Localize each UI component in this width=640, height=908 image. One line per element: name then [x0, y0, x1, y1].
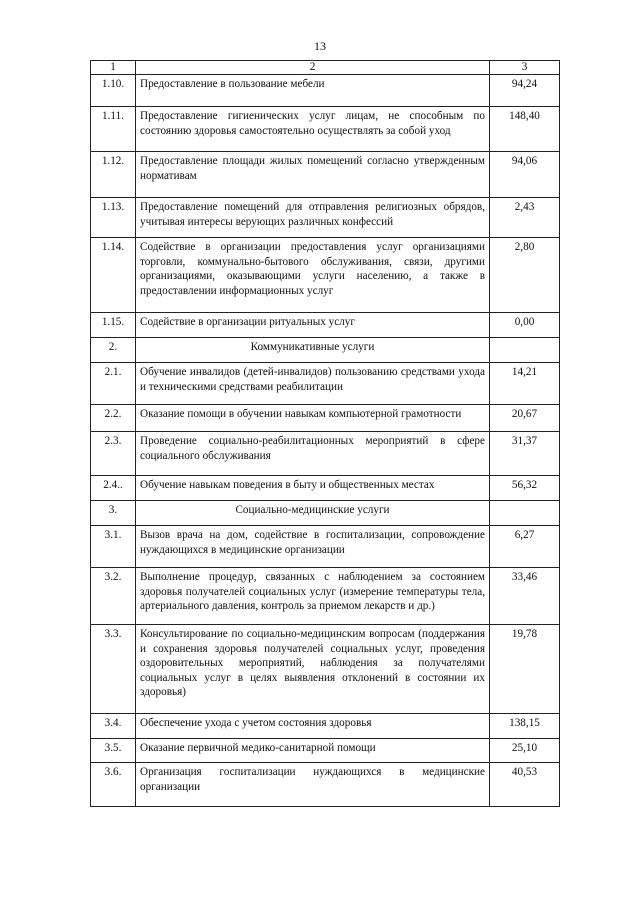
row-number: 3.6.: [91, 763, 136, 807]
page-number: 13: [314, 39, 326, 53]
table-row: [91, 107, 560, 152]
service-value: 33,46: [490, 568, 560, 625]
service-description: Содействие в организации предоставления услуг организациями торговли, коммунально-бытового обслуживания, связи, другими организациями, оказывающими услуги населению, а также в предоставлении информационных услуг: [136, 238, 490, 313]
table-row: [91, 714, 560, 739]
table-row: [91, 363, 560, 405]
service-value: 19,78: [490, 625, 560, 714]
row-number: 3.2.: [91, 568, 136, 625]
service-description: Предоставление помещений для отправления религиозных обрядов, учитывая интересы верующих различных конфессий: [136, 198, 490, 238]
service-value: 56,32: [490, 476, 560, 501]
row-number: 3.4.: [91, 714, 136, 739]
row-number: 1.13.: [91, 198, 136, 238]
service-description: Организация госпитализации нуждающихся в медицинские организации: [136, 763, 490, 807]
row-number: 3.5.: [91, 739, 136, 763]
service-value: 0,00: [490, 313, 560, 338]
table-row: [91, 198, 560, 238]
header-col-2: 2: [136, 61, 490, 75]
row-number: 1.11.: [91, 107, 136, 152]
service-description: Содействие в организации ритуальных услуг: [136, 313, 490, 338]
section-title: Коммуникативные услуги: [136, 338, 490, 363]
service-value: 138,15: [490, 714, 560, 739]
row-number: 1.12.: [91, 152, 136, 198]
row-number: 3.: [91, 501, 136, 526]
service-description: Обучение навыкам поведения в быту и общественных местах: [136, 476, 490, 501]
header-col-1: 1: [91, 61, 136, 75]
row-number: 2.4..: [91, 476, 136, 501]
table-row: [91, 625, 560, 714]
table-row: [91, 526, 560, 568]
service-value: 14,21: [490, 363, 560, 405]
service-value: 31,37: [490, 432, 560, 476]
section-row: [91, 501, 560, 526]
service-description: Оказание первичной медико-санитарной помощи: [136, 739, 490, 763]
service-description: Предоставление гигиенических услуг лицам, не способным по состоянию здоровья самостоятельно осуществлять за собой уход: [136, 107, 490, 152]
service-value: [490, 501, 560, 526]
table-row: [91, 739, 560, 763]
section-title: Социально-медицинские услуги: [136, 501, 490, 526]
row-number: 2.1.: [91, 363, 136, 405]
service-description: Проведение социально-реабилитационных мероприятий в сфере социального обслуживания: [136, 432, 490, 476]
table-row: [91, 405, 560, 432]
service-description: Оказание помощи в обучении навыкам компьютерной грамотности: [136, 405, 490, 432]
service-description: Вызов врача на дом, содействие в госпитализации, сопровождение нуждающихся в медицинские организации: [136, 526, 490, 568]
table-row: [91, 432, 560, 476]
header-col-3: 3: [490, 61, 560, 75]
service-value: 2,43: [490, 198, 560, 238]
service-description: Предоставление площади жилых помещений согласно утвержденным нормативам: [136, 152, 490, 198]
row-number: 2.: [91, 338, 136, 363]
row-number: 2.2.: [91, 405, 136, 432]
service-value: [490, 338, 560, 363]
section-row: [91, 338, 560, 363]
service-value: 148,40: [490, 107, 560, 152]
service-value: 40,53: [490, 763, 560, 807]
table-row: [91, 238, 560, 313]
row-number: 1.10.: [91, 75, 136, 107]
row-number: 1.15.: [91, 313, 136, 338]
service-value: 25,10: [490, 739, 560, 763]
row-number: 3.3.: [91, 625, 136, 714]
service-value: 2,80: [490, 238, 560, 313]
service-description: Предоставление в пользование мебели: [136, 75, 490, 107]
table-header-row: [91, 61, 560, 75]
table-row: [91, 75, 560, 107]
service-description: Выполнение процедур, связанных с наблюдением за состоянием здоровья получателей социальных услуг (измерение температуры тела, артериального давления, контроль за приемом лекарств и др.): [136, 568, 490, 625]
service-description: Консультирование по социально-медицинским вопросам (поддержания и сохранения здоровья получателей социальных услуг, проведения оздоровительных мероприятий, наблюдения за получателями социальных услуг в целях выявления отклонений в состоянии их здоровья): [136, 625, 490, 714]
service-value: 6,27: [490, 526, 560, 568]
services-table: [90, 60, 560, 807]
service-description: Обучение инвалидов (детей-инвалидов) пользованию средствами ухода и техническими средствами реабилитации: [136, 363, 490, 405]
service-value: 94,24: [490, 75, 560, 107]
row-number: 1.14.: [91, 238, 136, 313]
table-row: [91, 152, 560, 198]
table-row: [91, 568, 560, 625]
service-value: 20,67: [490, 405, 560, 432]
row-number: 3.1.: [91, 526, 136, 568]
service-description: Обеспечение ухода с учетом состояния здоровья: [136, 714, 490, 739]
table-row: [91, 763, 560, 807]
table-row: [91, 476, 560, 501]
row-number: 2.3.: [91, 432, 136, 476]
service-value: 94,06: [490, 152, 560, 198]
table-row: [91, 313, 560, 338]
